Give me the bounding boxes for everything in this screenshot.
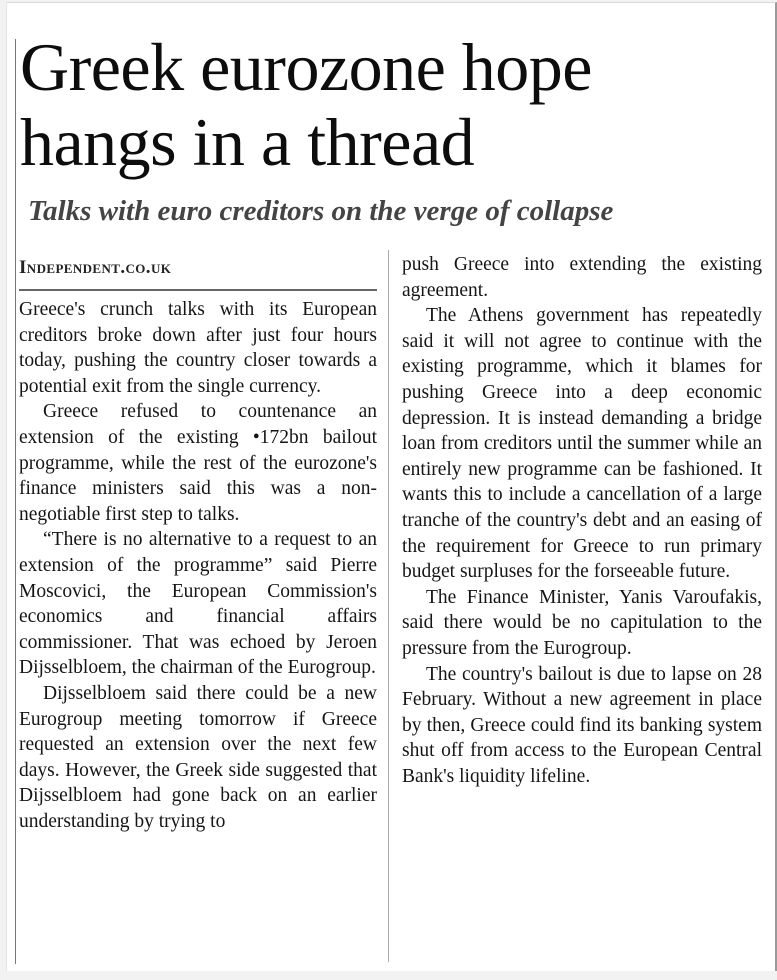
source-credit: Independent.co.uk: [19, 257, 172, 278]
paragraph: push Greece into extending the existing agreement.: [402, 254, 762, 301]
headline-line-1: Greek eurozone hope: [20, 29, 592, 105]
headline: [20, 30, 760, 180]
source-divider: [19, 289, 377, 291]
left-border-rule: [15, 39, 16, 964]
paragraph: Greece refused to countenance an extension of the existing •172bn bailout programme, while the rest of the eurozone's finance ministers said this was a non-negotiable first step to talks.: [19, 401, 377, 525]
paragraph: The country's bailout is due to lapse on 28 February. Without a new agreement in place by then, Greece could find its banking system shut off from access to the European Central Bank's liquidity lifeline.: [402, 663, 762, 787]
paragraph: Greece's crunch talks with its European creditors broke down after just four hours today, pushing the country closer towards a potential exit from the single currency.: [19, 299, 377, 397]
subheadline: Talks with euro creditors on the verge of collapse: [28, 195, 614, 227]
article-column-left: [19, 297, 377, 834]
paragraph: The Finance Minister, Yanis Varoufakis, said there would be no capitulation to the pressure from the Eurogroup.: [402, 586, 762, 659]
article-column-right: [402, 252, 762, 789]
column-divider: [388, 250, 389, 962]
headline-line-2: hangs in a thread: [20, 104, 475, 180]
paragraph: “There is no alternative to a request to an extension of the programme” said Pierre Moscovici, the European Commission's economics and financial affairs commissioner. That was echoed by Jeroen Dijsselbloem, the chairman of the Eurogroup.: [19, 529, 377, 679]
paragraph: The Athens government has repeatedly said it will not agree to continue with the existing programme, which it blames for pushing Greece into a deep economic depression. It is instead demanding a bridge loan from creditors until the summer while an entirely new programme can be fashioned. It wants this to include a cancellation of a large tranche of the country's debt and an easing of the requirement for Greece to run primary budget surpluses for the forseeable future.: [402, 305, 762, 583]
paragraph: Dijsselbloem said there could be a new Eurogroup meeting tomorrow if Greece requested an extension over the next few days. However, the Greek side suggested that Dijsselbloem had gone back on an earlier understanding by trying to: [19, 682, 377, 832]
